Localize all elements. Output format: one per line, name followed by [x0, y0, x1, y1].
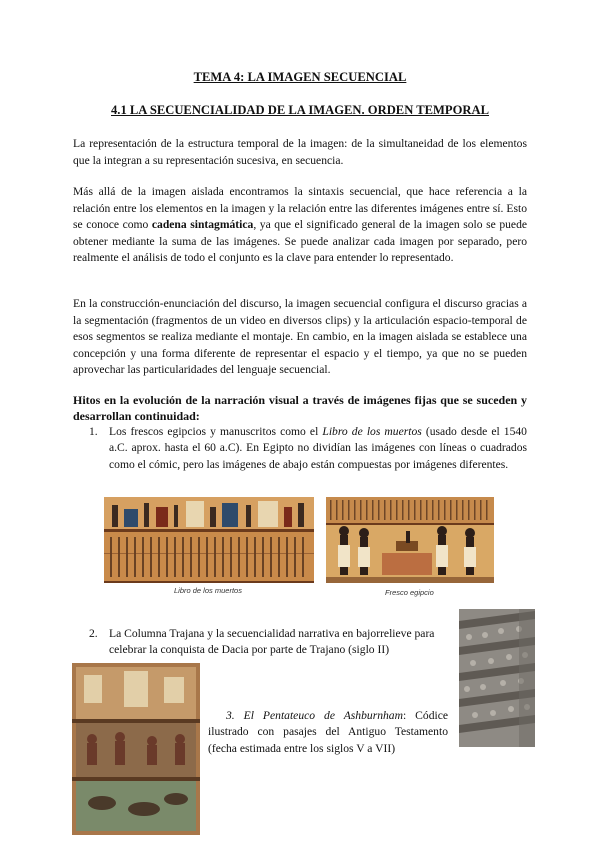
list-item-1 [109, 424, 527, 473]
list-item-3-text: : Códice ilustrado con pasajes del Antiguo Testamento (fecha estimada entre los siglos V a VII) [208, 709, 449, 755]
book-of-dead-illustration [104, 497, 314, 583]
paragraph-2-bold-term: cadena sintagmática [151, 218, 254, 232]
egyptian-fresco-image [326, 497, 494, 583]
egyptian-fresco-illustration [326, 497, 494, 583]
caption-egyptian-fresco: Fresco egipcio [385, 588, 434, 597]
list-item-1-number: 1. [89, 425, 98, 438]
list-item-1-italic: Libro de los muertos [322, 425, 422, 438]
hitos-heading: Hitos en la evolución de la narración visual a través de imágenes fijas que se suceden y desarrollan continuidad: [73, 393, 527, 423]
paragraph-2-text-b: , ya que el significado general de la imagen solo se puede obtener mediante la suma de las imágenes. Se puede analizar cada imagen por separado, pero realmente el análisis de todo el conjunto es la clave para entender lo representado. [73, 218, 528, 265]
paragraph-2 [73, 184, 527, 267]
list-item-3 [208, 708, 448, 757]
list-item-3-italic: 3. El Pentateuco de Ashburnham [226, 709, 403, 722]
paragraph-3: En la construcción-enunciación del discurso, la imagen secuencial configura el discurso gracias a la segmentación (fragmentos de un video en diversos clips) y la articulación espacio-temporal de esos segmentos se realiza mediante el montaje. En cambio, en la imagen aislada se establece una concepción y una forma diferente de representar el espacio y el tiempo, ya que no se pueden aprovechar las particularidades del lenguaje secuencial. [73, 297, 527, 377]
caption-book-of-dead: Libro de los muertos [174, 586, 242, 595]
section-heading: 4.1 LA SECUENCIALIDAD DE LA IMAGEN. ORDEN TEMPORAL [111, 103, 489, 117]
trajan-column-illustration [459, 609, 535, 747]
list-item-2-number: 2. [89, 627, 98, 640]
paragraph-1: La representación de la estructura temporal de la imagen: de la simultaneidad de los elementos que la integran a su representación sucesiva, en secuencia. [73, 137, 527, 167]
ashburnham-pentateuch-illustration [72, 663, 200, 835]
list-item-1-text-a: Los frescos egipcios y manuscritos como el [109, 425, 323, 438]
page-title: TEMA 4: LA IMAGEN SECUENCIAL [193, 70, 407, 84]
trajan-column-image [459, 609, 535, 747]
book-of-dead-image [104, 497, 314, 583]
list-item-1-text-b: (usado desde el 1540 a.C. aprox. hasta el 60 a.C). En Egipto no dividían las imágenes con líneas o cuadrados como el cómic, pero las imágenes de abajo están compuestas por imágenes diferentes. [109, 425, 527, 471]
list-item-2: La Columna Trajana y la secuencialidad narrativa en bajorrelieve para celebrar la conquista de Dacia por parte de Trajano (siglo II) [109, 627, 435, 657]
paragraph-2-text-a: Más allá de la imagen aislada encontramos la sintaxis secuencial, que hace referencia a la relación entre los elementos en la imagen y la relación entre las diferentes imágenes entre sí. Esto se conoce como [73, 185, 527, 232]
ashburnham-pentateuch-image [72, 663, 200, 835]
